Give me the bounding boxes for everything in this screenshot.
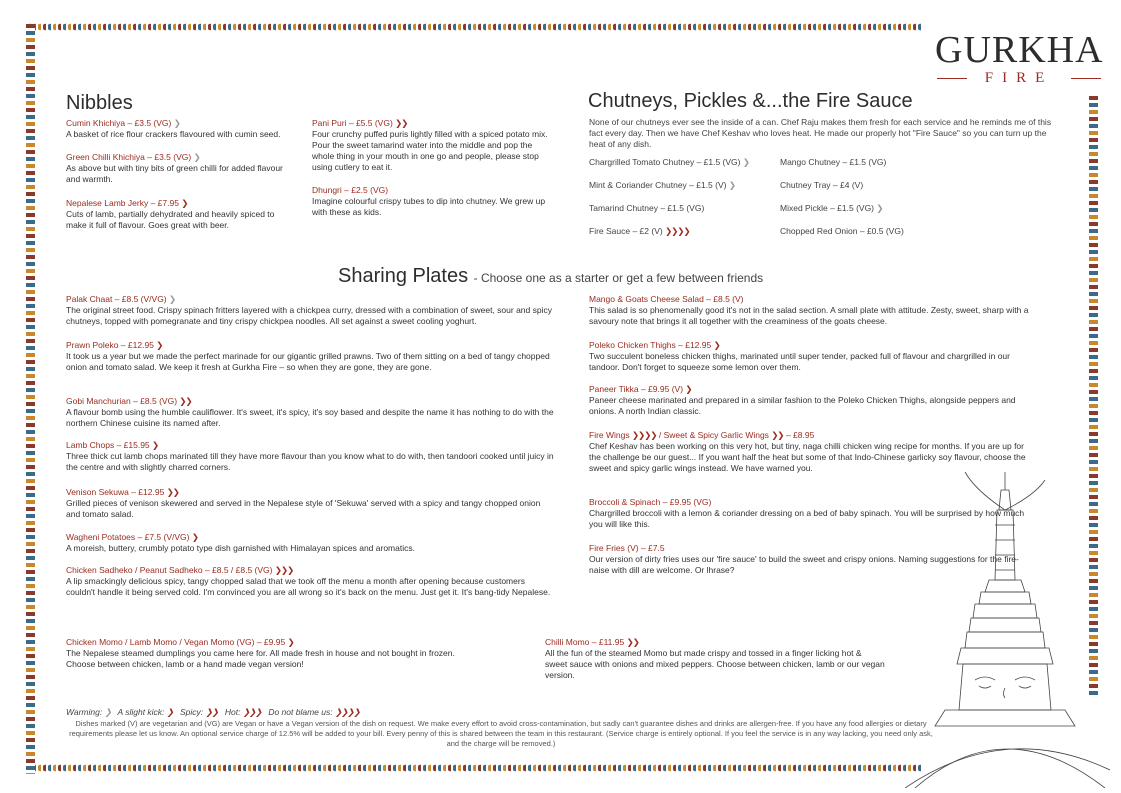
item-desc: The original street food. Crispy spinach fritters layered with a chickpea curry, dressed with a combination of sweet, sour and spicy chutneys, topped with pomegranate and tiny crispy chickpea noodles. All set against a sweet cooling yoghurt. xyxy=(66,305,552,326)
chili-icon: ❯ xyxy=(191,532,198,542)
item-name: Prawn Poleko – £12.95 xyxy=(66,340,154,350)
chili-icon: ❯❯❯ xyxy=(242,707,262,717)
item-title xyxy=(66,340,556,351)
item-name: Green Chilli Khichiya – £3.5 (VG) xyxy=(66,152,192,162)
item-name: Nepalese Lamb Jerky – £7.95 xyxy=(66,198,179,208)
item-desc: Imagine colourful crispy tubes to dip into chutney. We grew up with these as kids. xyxy=(312,196,546,217)
item-desc: This salad is so phenomenally good it's not in the salad section. A small plate with attitude. Zesty, sweet, sharp with a savoury note that brings it all together with the creaminess of the goats cheese. xyxy=(589,305,1029,326)
menu-item xyxy=(66,532,556,554)
item-name: Dhungri – £2.5 (VG) xyxy=(312,185,389,195)
item-title xyxy=(66,152,291,163)
item-desc: Our version of dirty fries uses our 'fire sauce' to build the sweet and crispy onions. Naming suggestions for the fire-naise with dill are welcome. Or lhrase? xyxy=(589,554,1019,575)
item-desc: A basket of rice flour crackers flavoured with cumin seed. xyxy=(66,129,281,139)
menu-item xyxy=(66,294,556,327)
chili-icon: ❯❯❯❯ xyxy=(665,226,690,236)
border-top xyxy=(28,22,923,32)
chutney-label: Mint & Coriander Chutney – £1.5 (V) xyxy=(589,180,727,190)
chili-icon: ❯❯ xyxy=(179,396,192,406)
item-name: Pani Puri – £5.5 (VG) xyxy=(312,118,393,128)
item-title xyxy=(589,294,1029,305)
chili-icon: ❯ xyxy=(685,384,692,394)
item-title xyxy=(66,532,556,543)
item-desc: Two succulent boneless chicken thighs, marinated until super tender, packed full of flavour and chargrilled in our tandoor. Don't forget to squeeze some lemon over them. xyxy=(589,351,1010,372)
item-name-2: / Sweet & Spicy Garlic Wings xyxy=(658,430,769,440)
item-title xyxy=(66,637,476,648)
chili-warm-icon: ❯ xyxy=(876,203,883,213)
chutney-item xyxy=(589,180,735,191)
chili-icon: ❯❯ xyxy=(626,637,639,647)
chutney-label: Chopped Red Onion – £0.5 (VG) xyxy=(780,226,904,236)
item-desc: Grilled pieces of venison skewered and served in the Nepalese style of 'Sekuwa' served with a spicy and tangy chopped onion and tomato salad. xyxy=(66,498,541,519)
chili-icon: ❯ xyxy=(156,340,163,350)
chili-warm-icon: ❯ xyxy=(173,118,180,128)
item-desc: A lip smackingly delicious spicy, tangy chopped salad that we took off the menu a month after opening because customers couldn't handle it being served cold. I'm convinced you are all wrong so it's back on the menu. Just get it. It's bang-tidy Nepalese. xyxy=(66,576,551,597)
menu-item xyxy=(66,198,291,231)
item-title xyxy=(312,185,552,196)
item-desc: Chargrilled broccoli with a lemon & coriander dressing on a bed of baby spinach. You will be surprised by how much you will like this. xyxy=(589,508,1025,529)
menu-item xyxy=(589,340,1029,373)
item-title xyxy=(66,487,556,498)
legend-dnb: Do not blame us: xyxy=(268,707,333,717)
item-name: Chilli Momo – £11.95 xyxy=(545,637,625,647)
menu-item xyxy=(589,430,1029,474)
item-desc: Four crunchy puffed puris lightly filled with a spiced potato mix. Pour the sweet tamarind water into the middle and pop the whole thing in your mouth in one go and people, please stop using cutlery to eat it. xyxy=(312,129,548,172)
item-title xyxy=(589,384,1029,395)
chutney-label: Fire Sauce – £2 (V) xyxy=(589,226,663,236)
chutneys-heading: Chutneys, Pickles &...the Fire Sauce xyxy=(588,90,913,112)
item-desc: Three thick cut lamb chops marinated till they have more flavour than you know what to do with, then tandoori cooked until juicy in the centre and with slightly charred corners. xyxy=(66,451,554,472)
item-name: Chicken Momo / Lamb Momo / Vegan Momo (VG) – £9.95 xyxy=(66,637,286,647)
chutney-item xyxy=(589,226,690,237)
sharing-heading xyxy=(338,265,763,288)
item-title xyxy=(589,340,1029,351)
menu-item xyxy=(66,440,556,473)
chutney-label: Chutney Tray – £4 (V) xyxy=(780,180,864,190)
menu-item xyxy=(589,543,1029,576)
chili-warm-icon: ❯ xyxy=(728,180,735,190)
chili-icon: ❯ xyxy=(287,637,294,647)
sharing-title: Sharing Plates xyxy=(338,265,469,287)
chutney-item xyxy=(780,226,904,236)
item-title xyxy=(589,543,1029,554)
menu-item xyxy=(545,637,885,681)
item-desc: Cuts of lamb, partially dehydrated and heavily spiced to make it full of flavour. Goes great with beer. xyxy=(66,209,275,230)
chutney-item xyxy=(780,180,863,190)
item-title xyxy=(312,118,552,129)
item-price: – £8.95 xyxy=(785,430,815,440)
chutney-label: Mixed Pickle – £1.5 (VG) xyxy=(780,203,875,213)
chili-icon: ❯❯ xyxy=(395,118,408,128)
legend-spicy: Spicy: xyxy=(180,707,204,717)
border-bottom xyxy=(28,763,923,773)
menu-item xyxy=(589,497,1029,530)
menu-item xyxy=(66,396,556,429)
item-name: Cumin Khichiya – £3.5 (VG) xyxy=(66,118,172,128)
item-name: Palak Chaat – £8.5 (V/VG) xyxy=(66,294,167,304)
chili-warm-icon: ❯ xyxy=(193,152,200,162)
item-name: Fire Fries (V) – £7.5 xyxy=(589,543,665,553)
chutney-label: Chargrilled Tomato Chutney – £1.5 (VG) xyxy=(589,157,741,167)
item-title xyxy=(66,396,556,407)
chutney-label: Tamarind Chutney – £1.5 (VG) xyxy=(589,203,705,213)
item-title xyxy=(66,440,556,451)
menu-item xyxy=(66,565,556,598)
item-name: Mango & Goats Cheese Salad – £8.5 (V) xyxy=(589,294,744,304)
chili-warm-icon: ❯ xyxy=(169,294,176,304)
chutney-intro: None of our chutneys ever see the inside of a can. Chef Raju makes them fresh for each service and he reminds me of this fact every day. Then we have Chef Keshav who loves heat. He made our properly hot "Fire Sauce" so you can turn up the heat of any dish. xyxy=(589,117,1052,149)
item-desc: A moreish, buttery, crumbly potato type dish garnished with Himalayan spices and aromatics. xyxy=(66,543,415,553)
menu-item xyxy=(589,384,1029,417)
menu-item xyxy=(66,487,556,520)
chili-icon: ❯ xyxy=(713,340,720,350)
chutney-label: Mango Chutney – £1.5 (VG) xyxy=(780,157,887,167)
item-desc: All the fun of the steamed Momo but made crispy and tossed in a finger licking hot & sweet sauce with onions and mixed peppers. Choose between chicken, lamb or our vegan version. xyxy=(545,648,885,680)
chili-icon: ❯❯ xyxy=(166,487,179,497)
logo-line-right xyxy=(1071,78,1101,79)
menu-item xyxy=(66,152,291,185)
item-name: Paneer Tikka – £9.95 (V) xyxy=(589,384,684,394)
chutney-item xyxy=(589,203,704,213)
item-title xyxy=(589,430,1029,441)
gurkha-fire-logo xyxy=(935,30,1103,90)
item-name: Lamb Chops – £15.95 xyxy=(66,440,150,450)
legend-hot: Hot: xyxy=(224,707,241,717)
item-name: Venison Sekuwa – £12.95 xyxy=(66,487,165,497)
item-title xyxy=(66,198,291,209)
logo-sub xyxy=(935,70,1103,86)
item-desc: The Nepalese steamed dumplings you came here for. All made fresh in house and not bought in frozen. Choose between chicken, lamb or a hand made vegan version! xyxy=(66,648,455,669)
item-title xyxy=(66,565,556,576)
sharing-subtitle: - Choose one as a starter or get a few between friends xyxy=(473,271,764,285)
menu-item xyxy=(66,118,291,140)
item-desc: Paneer cheese marinated and prepared in a similar fashion to the Poleko Chicken Thighs, alongside peppers and onions. A north Indian classic. xyxy=(589,395,1016,416)
item-desc: It took us a year but we made the perfect marinade for our gigantic grilled prawns. Two of them sitting on a bed of tangy chopped onion and tomato salad. We keep it fresh at Gurkha Fire – so when they are gone, they are gone. xyxy=(66,351,550,372)
chili-icon: ❯❯❯ xyxy=(274,565,294,575)
item-name: Gobi Manchurian – £8.5 (VG) xyxy=(66,396,178,406)
item-name: Wagheni Potatoes – £7.5 (V/VG) xyxy=(66,532,190,542)
chili-icon: ❯ xyxy=(181,198,188,208)
chili-icon: ❯❯ xyxy=(205,707,218,717)
item-title xyxy=(66,294,556,305)
menu-item xyxy=(312,118,552,173)
logo-name: GURKHA xyxy=(935,29,1104,71)
logo-sub-text: FIRE xyxy=(984,70,1054,86)
menu-item xyxy=(66,340,556,373)
chutney-item xyxy=(780,203,883,214)
logo-line-left xyxy=(937,78,967,79)
item-desc: Chef Keshav has been working on this very hot, but tiny, naga chilli chicken wing recipe for months. If you are up for the challenge be our guest... If you want half the heat but some of that Indo-Chinese garlicky soy flavour, choose the sweet and spicy garlic wings instead. We have warned you. xyxy=(589,441,1026,473)
nibbles-heading: Nibbles xyxy=(66,92,133,114)
menu-item xyxy=(589,294,1029,327)
item-name: Broccoli & Spinach – £9.95 (VG) xyxy=(589,497,712,507)
chili-icon: ❯❯ xyxy=(771,430,784,440)
chili-icon: ❯❯❯❯ xyxy=(632,430,657,440)
item-title xyxy=(589,497,1029,508)
item-name: Fire Wings xyxy=(589,430,630,440)
chili-icon: ❯ xyxy=(104,707,111,717)
chili-icon: ❯ xyxy=(166,707,173,717)
item-title xyxy=(66,118,291,129)
item-desc: As above but with tiny bits of green chilli for added flavour and warmth. xyxy=(66,163,283,184)
item-desc: A flavour bomb using the humble cauliflower. It's sweet, it's spicy, it's soy based and despite the name it has nothing to do with the northern Chinese cuisine its named after. xyxy=(66,407,554,428)
item-title xyxy=(545,637,885,648)
menu-item xyxy=(66,637,476,670)
legend-slight: A slight kick: xyxy=(117,707,165,717)
item-name: Poleko Chicken Thighs – £12.95 xyxy=(589,340,712,350)
menu-item xyxy=(312,185,552,218)
chutney-item xyxy=(780,157,886,167)
heat-legend xyxy=(66,707,359,718)
chutney-item xyxy=(589,157,749,168)
chili-icon: ❯❯❯❯ xyxy=(334,707,360,717)
chili-warm-icon: ❯ xyxy=(742,157,750,167)
item-name: Chicken Sadheko / Peanut Sadheko – £8.5 / £8.5 (VG) xyxy=(66,565,273,575)
disclaimer: Dishes marked (V) are vegetarian and (VG) are Vegan or have a Vegan version of the dish on request. We make every effort to avoid cross-contamination, but sadly can't guarantee dishes and drinks are allergen-free. If you have any food allergies or dietary requirements please let us know. An optional service charge of 12.5% will be added to your bill. Every penny of this is shared between the team in this restaurant. (Service charge is entirely optional. If you feel the service is in any way lacking, you need only ask, and the charge will be removed.) xyxy=(69,719,933,748)
border-left xyxy=(26,24,35,774)
legend-warming: Warming: xyxy=(66,707,103,717)
chili-icon: ❯ xyxy=(152,440,159,450)
